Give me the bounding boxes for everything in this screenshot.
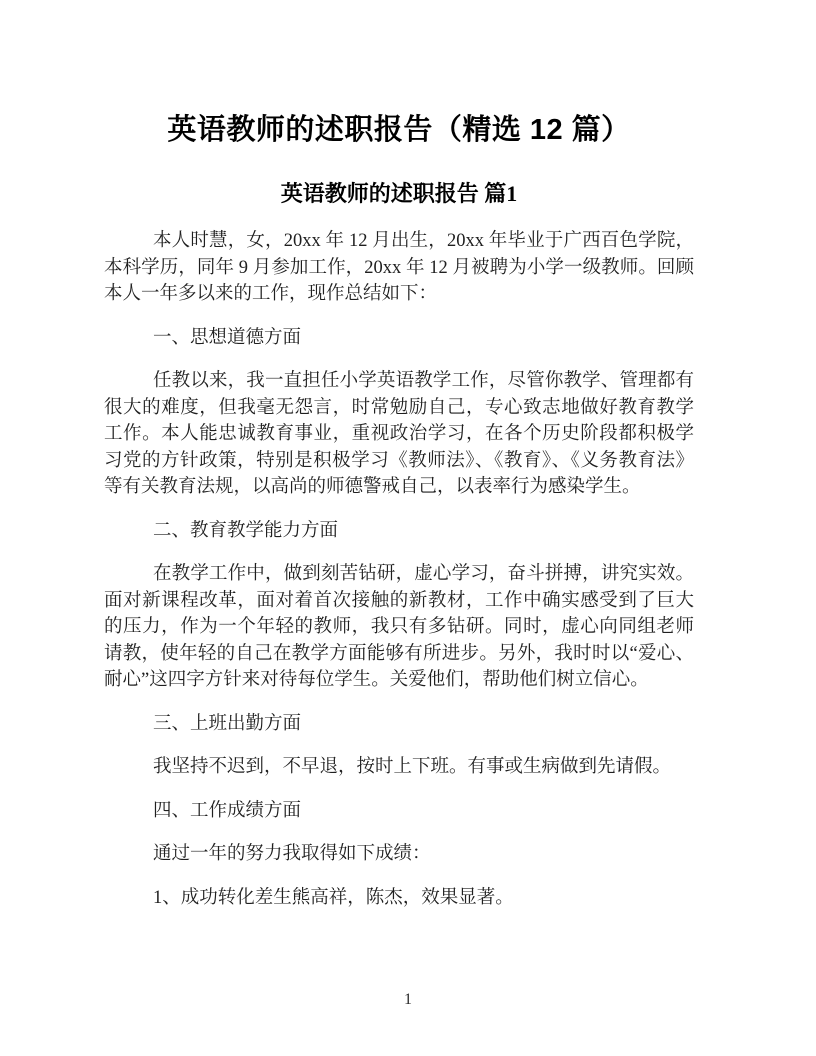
paragraph-section-4-lead: 通过一年的努力我取得如下成绩： xyxy=(153,844,431,864)
section-title: 英语教师的述职报告 篇1 xyxy=(280,181,518,206)
document-content xyxy=(104,112,694,911)
paragraph-achievement-1: 1、成功转化差生熊高祥，陈杰，效果显著。 xyxy=(153,887,514,908)
page-number: 1 xyxy=(404,991,412,1008)
paragraph-intro: 本人时慧，女，20xx 年 12 月出生，20xx 年毕业于广西百色学院，本科学历，同年 9 月参加工作，20xx 年 12 月被聘为小学一级教师。回顾本人一年多以来的工作，现作总结如下： xyxy=(104,231,694,304)
section-heading-3: 三、上班出勤方面 xyxy=(153,713,302,734)
paragraph-section-2: 在教学工作中，做到刻苦钻研，虚心学习，奋斗拼搏，讲究实效。面对新课程改革，面对着首次接触的新教材，工作中确实感受到了巨大的压力，作为一个年轻的教师，我只有多钻研。同时，虚心向同组老师请教，使年轻的自己在教学方面能够有所进步。另外，我时时以“爱心、耐心”这四字方针来对待每位学生。关爱他们，帮助他们树立信心。 xyxy=(104,564,694,690)
document-title: 英语教师的述职报告（精选 12 篇） xyxy=(167,114,631,146)
section-heading-4: 四、工作成绩方面 xyxy=(153,800,302,821)
section-heading-2: 二、教育教学能力方面 xyxy=(153,520,339,541)
paragraph-section-3: 我坚持不迟到，不早退，按时上下班。有事或生病做到先请假。 xyxy=(153,757,672,777)
paragraph-section-1: 任教以来，我一直担任小学英语教学工作，尽管你教学、管理都有很大的难度，但我毫无怨言，时常勉励自己，专心致志地做好教育教学工作。本人能忠诚教育事业，重视政治学习，在各个历史阶段都积极学习党的方针政策，特别是积极学习《教师法》、《教育》、《义务教育法》等有关教育法规，以高尚的师德警戒自己，以表率行为感染学生。 xyxy=(104,371,694,497)
section-heading-1: 一、思想道德方面 xyxy=(153,327,302,348)
